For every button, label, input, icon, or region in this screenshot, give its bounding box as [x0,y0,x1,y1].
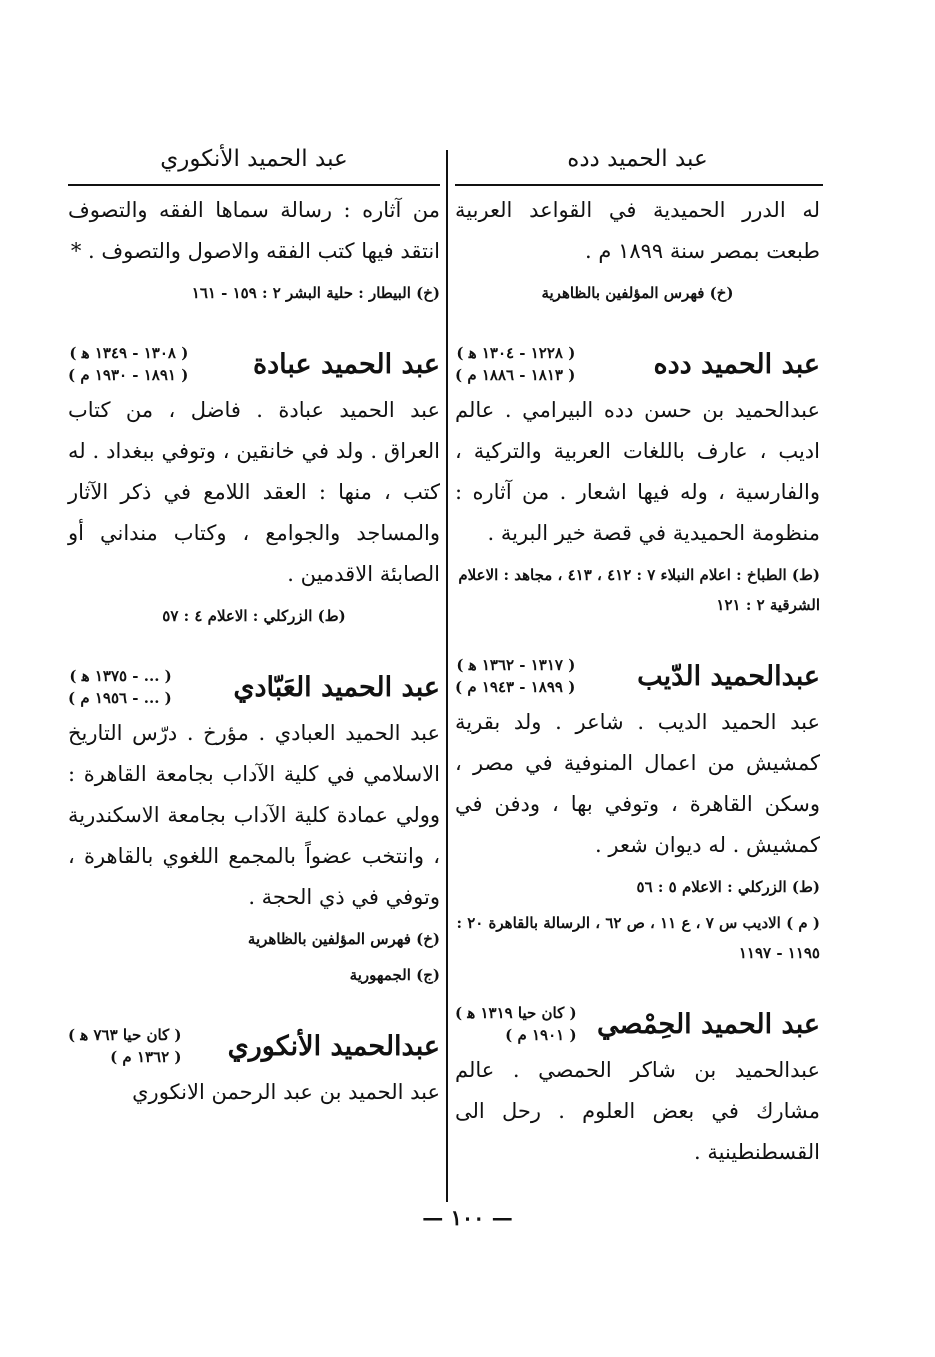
gregorian-dates: ( ... - ١٩٥٦ م ) [68,689,172,707]
entry-header [455,654,820,698]
entry-title: عبد الحميد الحِمْصي [596,1008,820,1040]
left-column-header: عبد الحميد الأنكوري [160,146,348,172]
right-column [455,140,820,1173]
entry-abdulhamid-alhimsi [455,1002,820,1173]
hijri-dates: ( ١٣٠٨ - ١٣٤٩ ﻫ ) [69,344,189,362]
entry-text: عبدالحميد بن حسن دده البيرامي . عالم اديب ، عارف باللغات العربية والتركية ، والفارسية ، وله فيها اشعار . من آثاره : منظومة الحميدية في قصة خير البرية . [455,398,820,545]
entry-text: عبد الحميد بن عبد الرحمن الانكوري [132,1080,440,1104]
hijri-dates: ( ١٢٢٨ - ١٣٠٤ ﻫ ) [456,344,576,362]
entry-ref: ( م ) الاديب س ٧ ، ع ١١ ، ص ٦٢ ، الرسالة بالقاهرة ٢٠ : ١١٩٥ - ١١٩٧ [456,914,820,962]
gregorian-dates: ( ١٨٩٩ - ١٩٤٣ م ) [455,678,576,696]
entry-dates [455,654,575,698]
entry-abdulhamid-ibada [68,342,440,631]
entry-dates [68,1024,182,1068]
entry-abdulhamid-alankuri [68,1024,440,1113]
right-intro-text: له الدرر الحميدية في القواعد العربية طبعت بمصر سنة ١٨٩٩ م . [455,198,820,263]
entry-header [68,1024,440,1068]
right-column-header: عبد الحميد دده [567,146,708,172]
page-number: — ١٠٠ — [422,1205,513,1230]
gregorian-dates: ( ١٣٦٢ م ) [110,1048,182,1066]
entry-header [68,342,440,386]
hijri-dates: ( ... - ١٣٧٥ ﻫ ) [69,667,172,685]
entry-text: عبد الحميد الديب . شاعر . ولد بقرية كمشيش من اعمال المنوفية في مصر ، وسكن القاهرة ، وتوفي بها ، ودفن في كمشيش . له ديوان شعر . [455,710,820,857]
left-intro-ref: (خ) البيطار : حلية البشر ٢ : ١٥٩ - ١٦١ [191,284,440,302]
entry-ref: (خ) فهرس المؤلفين بالظاهرية [247,930,440,948]
left-column [68,140,440,1113]
entry-title: عبد الحميد دده [653,348,820,380]
entry-ref: (ط) الزركلي : الاعلام ٥ : ٥٦ [636,878,820,896]
entry-abdulhamid-aldib [455,654,820,968]
entry-title: عبد الحميد عبادة [253,348,440,380]
column-divider [446,150,448,1202]
gregorian-dates: ( ١٨١٣ - ١٨٨٦ م ) [455,366,576,384]
gregorian-dates: ( ١٨٩١ - ١٩٣٠ م ) [68,366,189,384]
entry-abdulhamid-alabbadi [68,665,440,990]
entry-abdulhamid-dede [455,342,820,620]
entry-dates [68,342,188,386]
entry-text: عبد الحميد العبادي . مؤرخ . درّس التاريخ الاسلامي في كلية الآداب بجامعة القاهرة : وولي عمادة كلية الآداب بجامعة الاسكندرية ، وانتخب عضواً بالمجمع اللغوي بالقاهرة ، وتوفي في ذي الحجة . [68,721,440,909]
left-intro-text: من آثاره : رسالة سماها الفقه والتصوف انتقد فيها كتب الفقه والاصول والتصوف . * [68,198,440,263]
entry-dates [455,342,575,386]
entry-ref: (ج) الجمهورية [349,966,440,984]
entry-text: عبد الحميد عبادة . فاضل ، من كتاب العراق . ولد في خانقين ، وتوفي ببغداد . له كتب ، منها : العقد اللامع في ذكر الآثار والمساجد والجوامع ، وكتاب منداني أو الصابئة الاقدمين . [68,398,440,586]
entry-header [68,665,440,709]
entry-title: عبدالحميد الأنكوري [227,1030,440,1062]
entry-dates [68,665,172,709]
entry-ref: (ط) الزركلي : الاعلام ٤ : ٥٧ [162,607,346,625]
entry-text: عبدالحميد بن شاكر الحمصي . عالم مشارك في بعض العلوم . رحل الى القسطنطينية . [455,1058,820,1164]
right-intro-ref: (خ) فهرس المؤلفين بالظاهرية [541,284,734,302]
entry-header [455,1002,820,1046]
entry-header [455,342,820,386]
entry-ref: (ط) الطباخ : اعلام النبلاء ٧ : ٤١٢ ، ٤١٣ ، مجاهد : الاعلام الشرقية ٢ : ١٢١ [458,566,820,614]
hijri-dates: ( كان حيا ١٣١٩ ﻫ ) [455,1004,577,1022]
entry-title: عبدالحميد الدّيب [637,660,820,692]
entry-title: عبد الحميد العَبّادي [233,671,440,703]
hijri-dates: ( ١٣١٧ - ١٣٦٢ ﻫ ) [456,656,576,674]
gregorian-dates: ( ١٩٠١ م ) [505,1026,577,1044]
hijri-dates: ( كان حيا ٧٦٣ ﻫ ) [68,1026,182,1044]
entry-dates [455,1002,577,1046]
